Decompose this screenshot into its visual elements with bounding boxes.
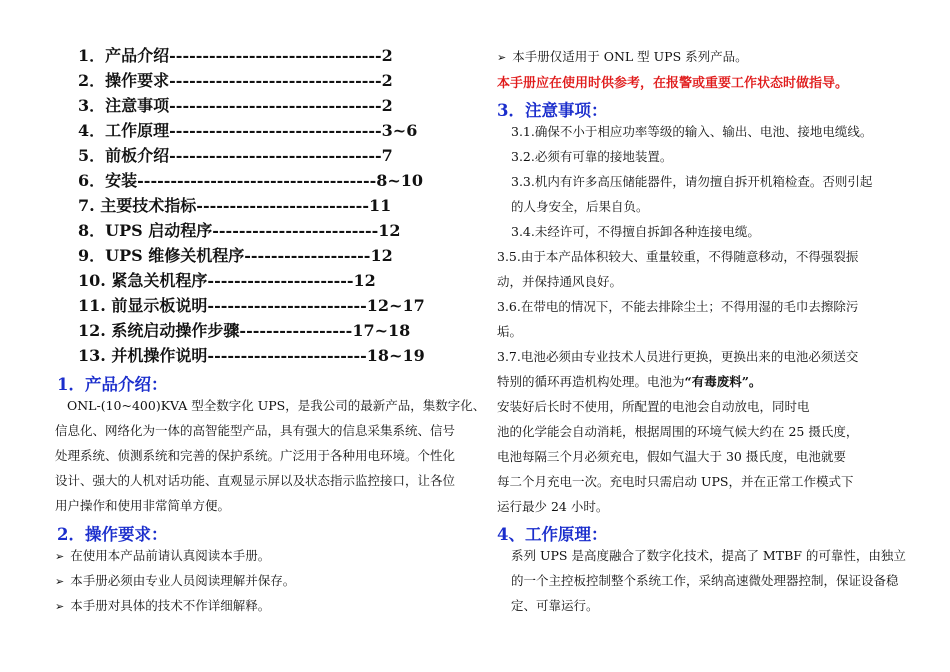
toc-entry[interactable]: 11. 前显示板说明------------------------12~17 — [78, 296, 425, 315]
text-line: 池的化学能会自动消耗，根据周围的环境气候大约在 25 摄氏度， — [497, 424, 859, 439]
toc-entry[interactable]: 13. 并机操作说明------------------------18~19 — [78, 346, 425, 365]
bullet-item: ➢ 本手册对具体的技术不作详细解释。 — [55, 598, 271, 613]
text-line: 特别的循环再造机构处理。电池为“有毒废料”。 — [497, 374, 762, 389]
text-line: 系列 UPS 是高度融合了数字化技术，提高了 MTBF 的可靠性，由独立 — [511, 548, 906, 563]
text-line: 动，并保持通风良好。 — [497, 274, 623, 289]
bullet-item: ➢ 在使用本产品前请认真阅读本手册。 — [55, 548, 271, 563]
text-line: 定、可靠运行。 — [511, 598, 599, 613]
arrow-bullet-icon: ➢ — [55, 600, 65, 613]
toc-entry[interactable]: 2．操作要求--------------------------------2 — [78, 71, 393, 90]
text-line: 设计、强大的人机对话功能、直观显示屏以及状态指示监控接口，让各位 — [55, 473, 456, 488]
section-heading-precautions: 3．注意事项： — [497, 101, 608, 120]
text-line: 的一个主控板控制整个系统工作，采纳高速微处理器控制，保证设备稳 — [511, 573, 899, 588]
section-heading-operation-requirements: 2．操作要求： — [57, 525, 168, 544]
text-line: 运行最少 24 小时。 — [497, 499, 609, 514]
section-heading-product-intro: 1．产品介绍： — [57, 375, 168, 394]
text-line: 信息化、网络化为一体的高智能型产品，具有强大的信息采集系统、信号 — [55, 423, 456, 438]
arrow-bullet-icon: ➢ — [497, 51, 507, 64]
bullet-item: ➢ 本手册仅适用于 ONL 型 UPS 系列产品。 — [497, 49, 748, 64]
toc-entry[interactable]: 7. 主要技术指标--------------------------11 — [78, 196, 392, 215]
toc-entry[interactable]: 3．注意事项--------------------------------2 — [78, 96, 393, 115]
text-line: 3.3.机内有许多高压储能器件，请勿擅自拆开机箱检查。否则引起 — [511, 174, 873, 189]
arrow-bullet-icon: ➢ — [55, 550, 65, 563]
working-principle-paragraph — [497, 543, 906, 618]
text-line: 3.1.确保不小于相应功率等级的输入、输出、电池、接地电缆线。 — [511, 124, 873, 139]
product-intro-paragraph — [55, 393, 485, 518]
text-line: 每二个月充电一次。充电时只需启动 UPS，并在正常工作模式下 — [497, 474, 854, 489]
text-line: 3.7.电池必须由专业技术人员进行更换，更换出来的电池必须送交 — [497, 349, 859, 364]
toc-entry[interactable]: 5．前板介绍--------------------------------7 — [78, 146, 393, 165]
warning-text: 本手册应在使用时供参考，在报警或重要工作状态时做指导。 — [497, 76, 849, 91]
toc-entry[interactable]: 12. 系统启动操作步骤-----------------17~18 — [78, 321, 411, 340]
text-line: 3.2.必须有可靠的接地装置。 — [511, 149, 673, 164]
toc-entry[interactable]: 4．工作原理--------------------------------3~6 — [78, 121, 418, 140]
text-line: 的人身安全，后果自负。 — [511, 199, 649, 214]
text-line: 用户操作和使用非常简单方便。 — [55, 498, 231, 513]
toc-entry[interactable]: 6．安装------------------------------------8~10 — [78, 171, 424, 190]
text-line: 电池每隔三个月必须充电，假如气温大于 30 摄氏度，电池就要 — [497, 449, 846, 464]
text-line: 3.4.未经许可，不得擅自拆卸各种连接电缆。 — [511, 224, 760, 239]
toc-entry[interactable]: 10. 紧急关机程序----------------------12 — [78, 271, 376, 290]
toc-entry[interactable]: 8．UPS 启动程序-------------------------12 — [78, 221, 401, 240]
text-line: 3.6.在带电的情况下，不能去排除尘土；不得用湿的毛巾去擦除污 — [497, 299, 859, 314]
text-line: 处理系统、侦测系统和完善的保护系统。广泛用于各种用电环境。个性化 — [55, 448, 456, 463]
section-heading-working-principle: 4、工作原理： — [497, 525, 608, 544]
table-of-contents — [78, 43, 425, 368]
text-line: 垢。 — [497, 324, 523, 339]
text-line: 3.5.由于本产品体积较大、重量较重，不得随意移动，不得强裂振 — [497, 249, 859, 264]
toc-entry[interactable]: 1．产品介绍--------------------------------2 — [78, 46, 393, 65]
bullet-item: ➢ 本手册必须由专业人员阅读理解并保存。 — [55, 573, 296, 588]
precautions-paragraph — [497, 119, 872, 519]
hazard-label: “有毒废料”。 — [684, 374, 762, 389]
toc-entry[interactable]: 9．UPS 维修关机程序-------------------12 — [78, 246, 393, 265]
arrow-bullet-icon: ➢ — [55, 575, 65, 588]
text-line: ONL-(10~400)KVA 型全数字化 UPS，是我公司的最新产品，集数字化、 — [67, 398, 486, 413]
text-line: 安装好后长时不使用，所配置的电池会自动放电，同时电 — [497, 399, 810, 414]
